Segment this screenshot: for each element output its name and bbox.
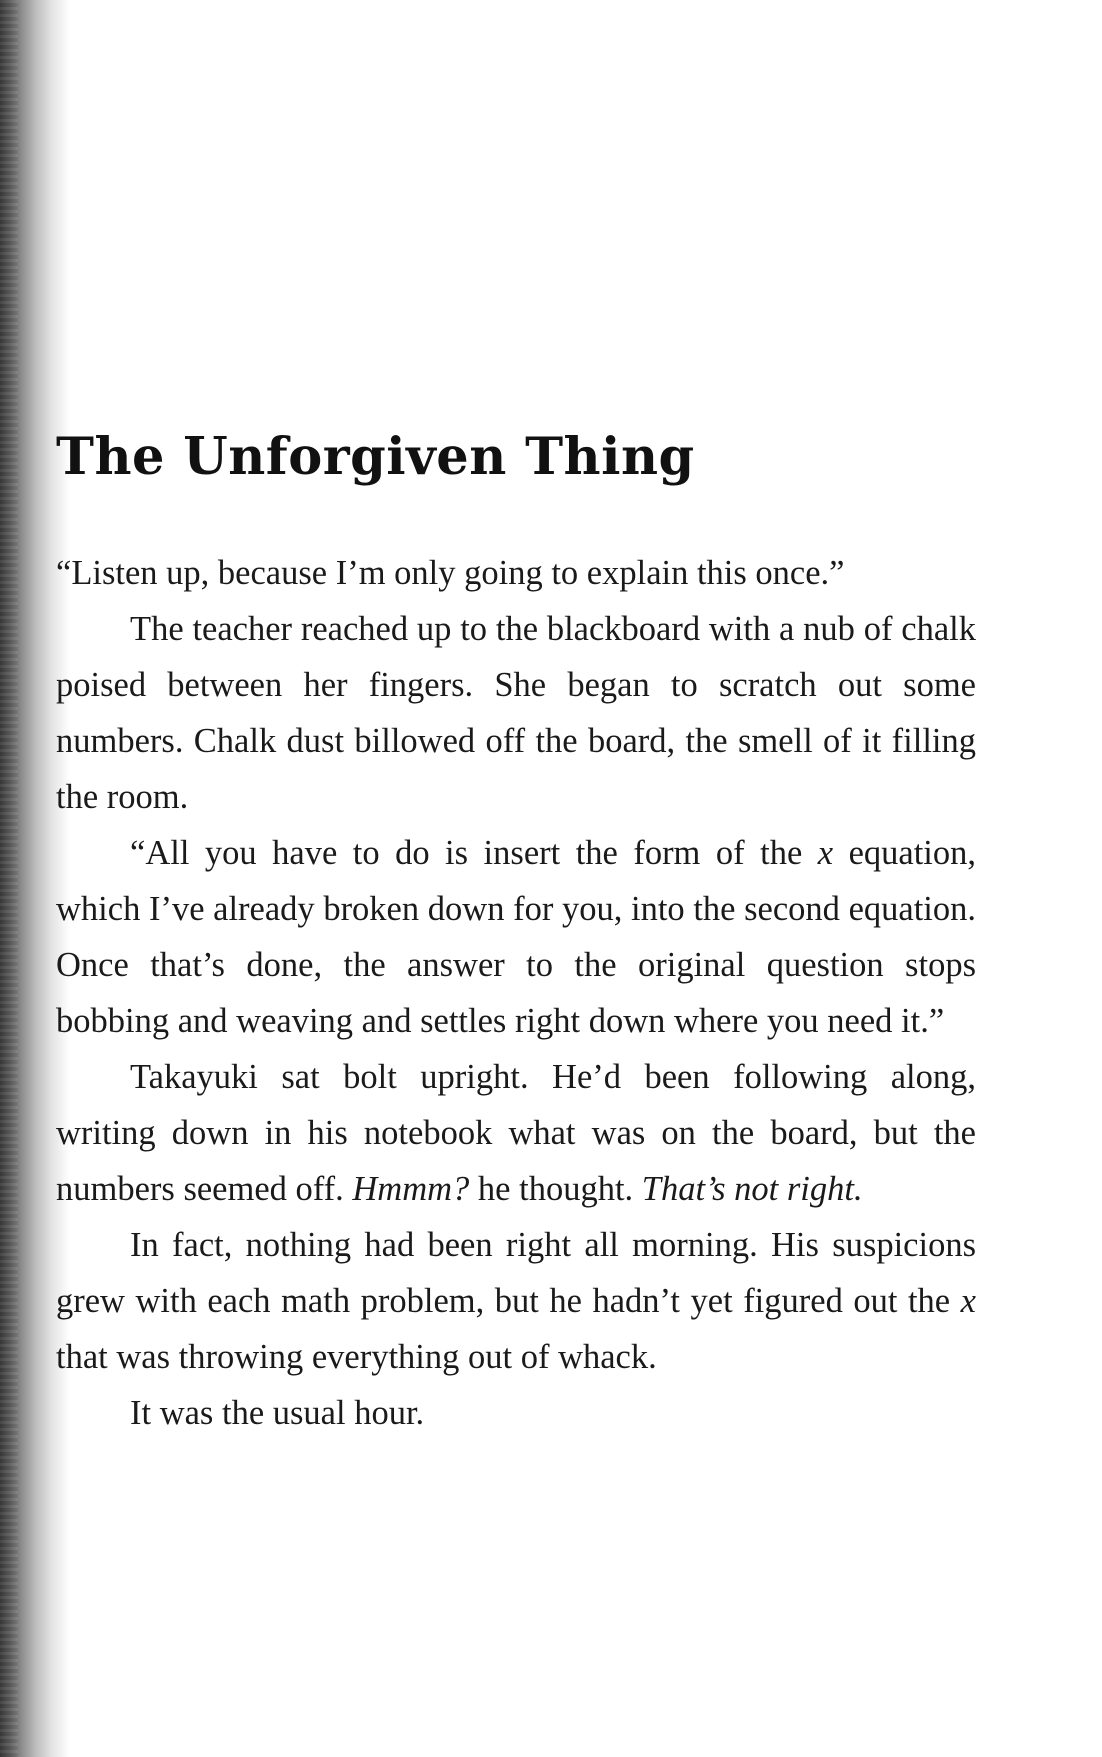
italic-thought: Hmmm? xyxy=(352,1170,470,1208)
paragraph-text: It was the usual hour. xyxy=(130,1394,425,1432)
paragraph-4 xyxy=(56,1049,976,1217)
paragraph-2 xyxy=(56,601,976,825)
chapter-title: The Unforgiven Thing xyxy=(56,427,695,487)
variable-x: x xyxy=(817,834,834,872)
paragraph-text-end: equation, which I’ve already broken down for you, into the second equation. Once that’s done, the answer to the original question stops bobbing and weaving and settles right down where you need it.” xyxy=(56,834,977,1040)
paragraph-text: The teacher reached up to the blackboard with a nub of chalk poised between her fingers. She began to scratch out some numbers. Chalk dust billowed off the board, the smell of it filling the room. xyxy=(56,610,976,816)
paragraph-text-end: that was throwing everything out of whack. xyxy=(56,1338,657,1376)
paragraph-text-middle: he thought. xyxy=(469,1170,642,1208)
italic-thought: That’s not right. xyxy=(641,1170,863,1208)
variable-x: x xyxy=(960,1282,976,1320)
paragraph-text-start: “All you have to do is insert the form of the xyxy=(130,834,818,872)
paragraph-text-start: In fact, nothing had been right all morning. His suspicions grew with each math problem, but he hadn’t yet figured out the xyxy=(56,1226,976,1320)
paragraph-5 xyxy=(56,1217,976,1385)
book-page xyxy=(56,427,977,1441)
paragraph-1 xyxy=(56,545,976,601)
paragraph-text: “Listen up, because I’m only going to explain this once.” xyxy=(56,554,845,592)
paragraph-6 xyxy=(56,1385,976,1441)
paragraph-text-start: Takayuki sat bolt upright. He’d been following along, writing down in his notebook what was on the board, but the numbers seemed off. xyxy=(56,1058,976,1208)
paragraph-3 xyxy=(56,825,976,1049)
